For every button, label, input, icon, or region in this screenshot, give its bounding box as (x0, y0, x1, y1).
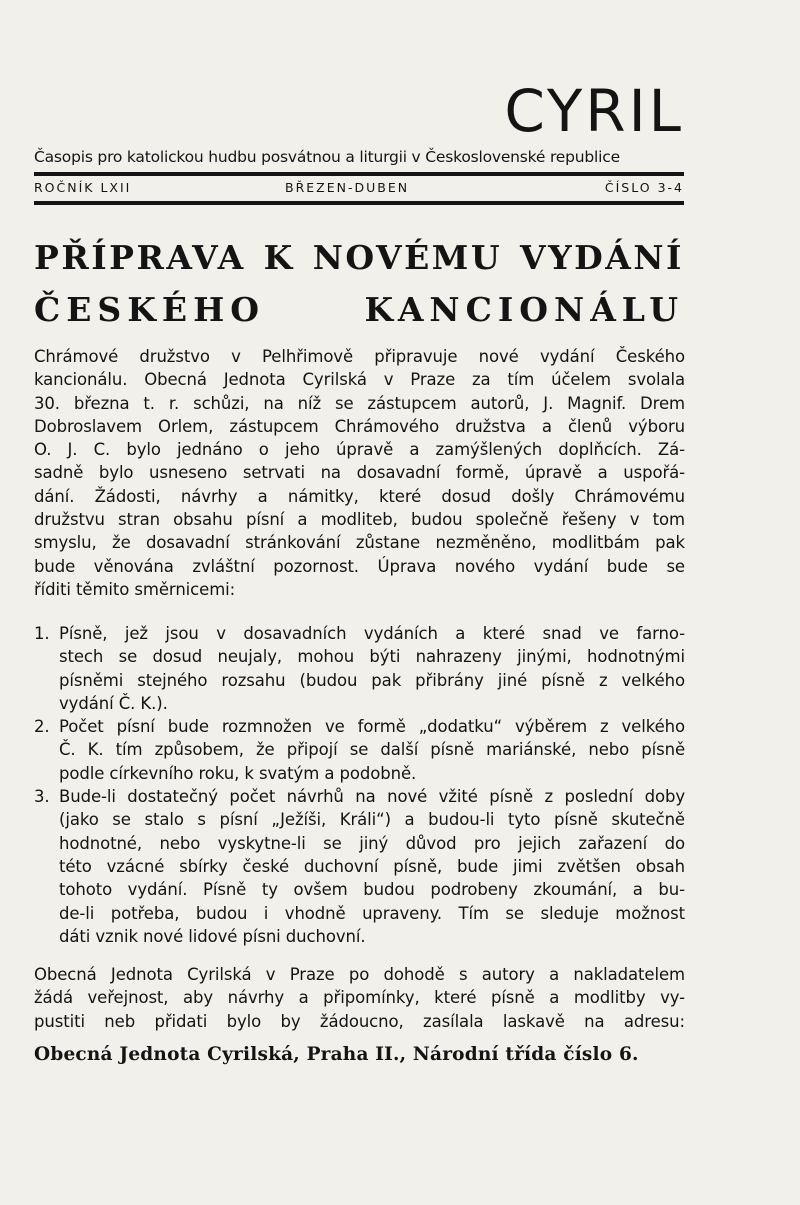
text-line: bude věnována zvláštní pozornost. Úprava nového vydání bude se (34, 556, 685, 576)
text-line: Obecná Jednota Cyrilská v Praze po dohodě s autory a nakladatelem (34, 965, 685, 984)
text-line: Č. K. tím způsobem, že připojí se další písně mariánské, nebo písně (59, 740, 685, 760)
text-line: dáti vznik nové lidové písni duchovní. (59, 926, 366, 946)
text-line: 30. března t. r. schůzi, na níž se zástupcem autorů, J. Magnif. Drem (34, 393, 685, 413)
article-paragraph-1 (34, 345, 685, 601)
text-line: Chrámové družstvo v Pelhřimově připravuje nové vydání Českého (34, 347, 685, 366)
contact-address: Obecná Jednota Cyrilská, Praha II., Národní třída číslo 6. (34, 1044, 639, 1065)
text-line: podle církevního roku, k svatým a podobně. (59, 763, 417, 783)
text-line: Počet písní bude rozmnožen ve formě „dodatku“ výběrem z velkého (59, 717, 685, 737)
text-line: smyslu, že dosavadní stránkování zůstane nezměněno, modlitbám pak (34, 533, 685, 553)
text-line: (jako se stalo s písní „Ježíši, Králi“) a budou-li tyto písně skutečně (59, 810, 685, 830)
text-line: Bude-li dostatečný počet návrhů na nové vžité písně z poslední doby (59, 787, 685, 807)
text-line: stech se dosud neujaly, mohou býti nahrazeny jinými, hodnotnými (59, 647, 685, 667)
list-item-number: 1. (34, 624, 50, 643)
top-rule (34, 172, 684, 176)
text-line: tohoto vydání. Písně ty ovšem budou podrobeny zkoumání, a bu- (59, 880, 685, 900)
list-item-number: 2. (34, 717, 50, 737)
text-line: této vzácné sbírky české duchovní písně, bude jimi zvětšen obsah (59, 856, 685, 876)
text-line: Písně, jež jsou v dosavadních vydáních a které snad ve farno- (59, 624, 685, 643)
issue-number: ČÍSLO 3-4 (604, 180, 684, 195)
text-line: sadně bylo usneseno setrvati na dosavadní formě, úpravě a uspořá- (34, 463, 685, 483)
list-item-text (59, 785, 685, 948)
issue-date: BŘEZEN-DUBEN (285, 180, 410, 195)
masthead-subtitle: Časopis pro katolickou hudbu posvátnou a liturgii v Československé republice (34, 148, 620, 166)
list-item (34, 715, 685, 785)
text-line: O. J. C. bylo jednáno o jeho úpravě a zamýšlených doplňcích. Zá- (34, 440, 685, 460)
issue-volume: ROČNÍK LXII (34, 180, 132, 195)
text-line: pustiti neb přidati bylo by žádoucno, zasílala laskavě na adresu: (34, 1011, 685, 1031)
article-headline-line2: ČESKÉHO KANCIONÁLU (34, 290, 684, 329)
article-paragraph-2 (34, 963, 685, 1033)
text-line: de-li potřeba, budou i vhodně upraveny. Tím se sleduje možnost (59, 903, 685, 923)
text-line: Dobroslavem Orlem, zástupcem Chrámového družstva a členů výboru (34, 416, 685, 436)
text-line: dání. Žádosti, návrhy a námitky, které dosud došly Chrámovému (34, 486, 685, 506)
text-line: žádá veřejnost, aby návrhy a připomínky, které písně a modlitby vy- (34, 988, 685, 1008)
text-line: hodnotné, nebo vyskytne-li se jiný důvod pro jejich zařazení do (59, 833, 685, 853)
article-headline-line1: PŘÍPRAVA K NOVÉMU VYDÁNÍ (34, 238, 684, 277)
list-item (34, 785, 685, 948)
list-item-number: 3. (34, 787, 50, 807)
text-line: vydání Č. K.). (59, 693, 168, 713)
list-item-text (59, 715, 685, 785)
list-item-text (59, 622, 685, 715)
text-line: družstvu stran obsahu písní a modliteb, budou společně řešeny v tom (34, 510, 685, 530)
masthead-title: CYRIL (504, 77, 684, 145)
bottom-rule (34, 201, 684, 205)
text-line: písněmi stejného rozsahu (budou pak přibrány jiné písně z velkého (59, 670, 685, 690)
text-line: říditi těmito směrnicemi: (34, 579, 236, 599)
text-line: kancionálu. Obecná Jednota Cyrilská v Praze za tím účelem svolala (34, 370, 685, 390)
guidelines-list (34, 622, 685, 948)
list-item (34, 622, 685, 715)
